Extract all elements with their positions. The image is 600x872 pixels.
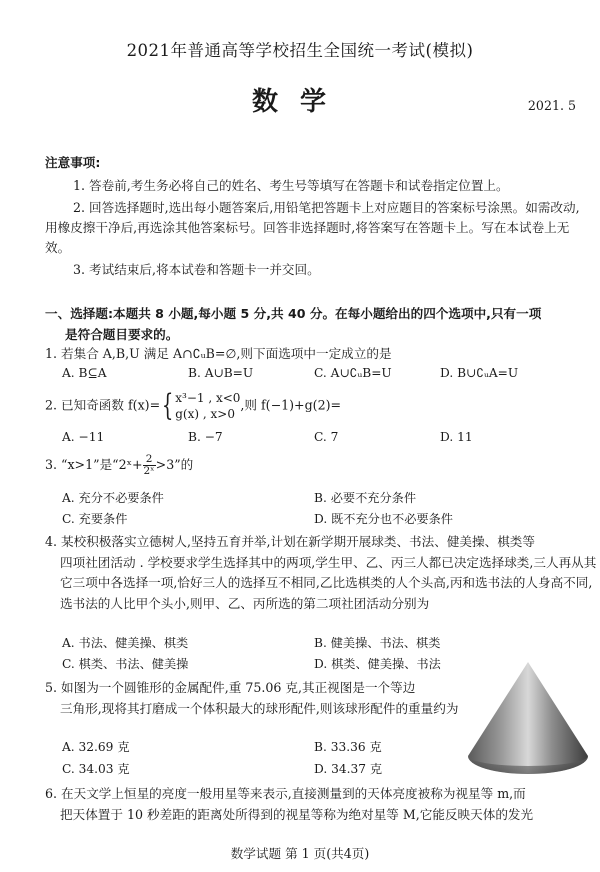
question-2-option-c: C. 7 [314, 430, 339, 444]
notice-heading: 注意事项: [45, 155, 101, 170]
page-footer: 数学试题 第 1 页(共4页) [230, 846, 370, 861]
question-4-option-b: B. 健美操、书法、棋类 [314, 636, 441, 650]
question-4-option-a: A. 书法、健美操、棋类 [62, 636, 189, 650]
section-heading [45, 303, 595, 345]
exam-title: 2021年普通高等学校招生全国统一考试(模拟) [126, 41, 474, 60]
question-2-option-b: B. −7 [188, 430, 223, 444]
notice-item-2: 2. 回答选择题时,选出每小题答案后,用铅笔把答题卡上对应题目的答案标号涂黑。如需改动,用橡皮擦干净后,再选涂其他答案标号。回答非选择题时,将答案写在答题卡上。写在本试卷上无效。 [45, 200, 580, 255]
question-3-stem-b: >3”的 [155, 457, 194, 472]
question-1-option-c: C. A∪∁ᵤB=U [314, 366, 392, 380]
fraction-numerator: 2 [143, 454, 156, 466]
question-4-option-d: D. 棋类、健美操、书法 [314, 657, 441, 671]
piecewise-cases [175, 390, 240, 422]
section-heading-line1: 一、选择题:本题共 8 小题,每小题 5 分,共 40 分。在每小题给出的四个选项中,只有一项 [45, 306, 542, 321]
notice-item-3: 3. 考试结束后,将本试卷和答题卡一并交回。 [73, 262, 320, 277]
question-3-option-a: A. 充分不必要条件 [62, 491, 164, 505]
question-6-rest: 把天体置于 10 秒差距的距离处所得到的视星等称为绝对星等 M,它能反映天体的发光 [60, 806, 534, 822]
question-3-option-b: B. 必要不充分条件 [314, 491, 417, 505]
question-5-option-c: C. 34.03 克 [62, 762, 130, 776]
piecewise-case-2: g(x) , x>0 [175, 407, 235, 421]
question-1-stem: 1. 若集合 A,B,U 满足 A∩∁ᵤB=∅,则下面选项中一定成立的是 [45, 346, 392, 361]
cone-figure-icon [466, 660, 590, 778]
piecewise-case-1: x³−1 , x<0 [175, 391, 241, 405]
question-1-option-b: B. A∪B=U [188, 366, 254, 380]
cone-body [468, 662, 588, 774]
notice-item-1: 1. 答卷前,考生务必将自己的姓名、考生号等填写在答题卡和试卷指定位置上。 [73, 178, 509, 193]
question-3-option-c: C. 充要条件 [62, 512, 128, 526]
exam-date: 2021. 5 [527, 98, 576, 113]
question-4-first-line: 4. 某校积极落实立德树人,坚持五育并举,计划在新学期开展球类、书法、健美操、棋类等 [45, 534, 535, 549]
question-2-option-d: D. 11 [440, 430, 473, 444]
question-2-suffix: ,则 f(−1)+g(2)= [240, 397, 342, 413]
question-4-stem [45, 532, 597, 614]
question-6-stem [45, 784, 597, 825]
question-1-option-d: D. B∪∁ᵤA=U [440, 366, 519, 380]
question-3-stem [45, 454, 193, 477]
question-5-first-line: 5. 如图为一个圆锥形的金属配件,重 75.06 克,其正视图是一个等边 [45, 680, 416, 695]
section-heading-line2: 是符合题目要求的。 [65, 327, 179, 342]
fraction [143, 454, 156, 477]
fraction-denominator: 2ˣ [143, 465, 155, 477]
question-5-option-b: B. 33.36 克 [314, 740, 382, 754]
question-4-rest: 四项社团活动 . 学校要求学生选择其中的两项,学生甲、乙、丙三人都已决定选择球类,三人再从其它三项中各选择一项,恰好三人的选择互不相同,乙比选棋类的人个头高,丙和选书法的人身高不同,选书法的人比甲个头小,则甲、乙、丙所选的第二项社团活动分别为 [60, 554, 597, 611]
question-5-option-d: D. 34.37 克 [314, 762, 383, 776]
question-2-option-a: A. −11 [62, 430, 105, 444]
subject-title: 数学 [251, 87, 348, 117]
question-2-prefix: 2. 已知奇函数 f(x)= [45, 397, 161, 413]
question-3-stem-a: 3. “x>1”是“2ˣ+ [45, 457, 143, 472]
question-5-rest: 三角形,现将其打磨成一个体积最大的球形配件,则该球形配件的重量约为 [60, 700, 459, 716]
question-2-stem [45, 390, 341, 422]
brace-symbol: { [161, 388, 174, 423]
question-1-option-a: A. B⊆A [62, 366, 107, 380]
question-4-option-c: C. 棋类、书法、健美操 [62, 657, 189, 671]
question-6-first-line: 6. 在天文学上恒星的亮度一般用星等来表示,直接测量到的天体亮度被称为视星等 m,而 [45, 786, 526, 801]
question-5-stem [45, 678, 465, 719]
question-3-option-d: D. 既不充分也不必要条件 [314, 512, 453, 526]
question-5-option-a: A. 32.69 克 [62, 740, 130, 754]
